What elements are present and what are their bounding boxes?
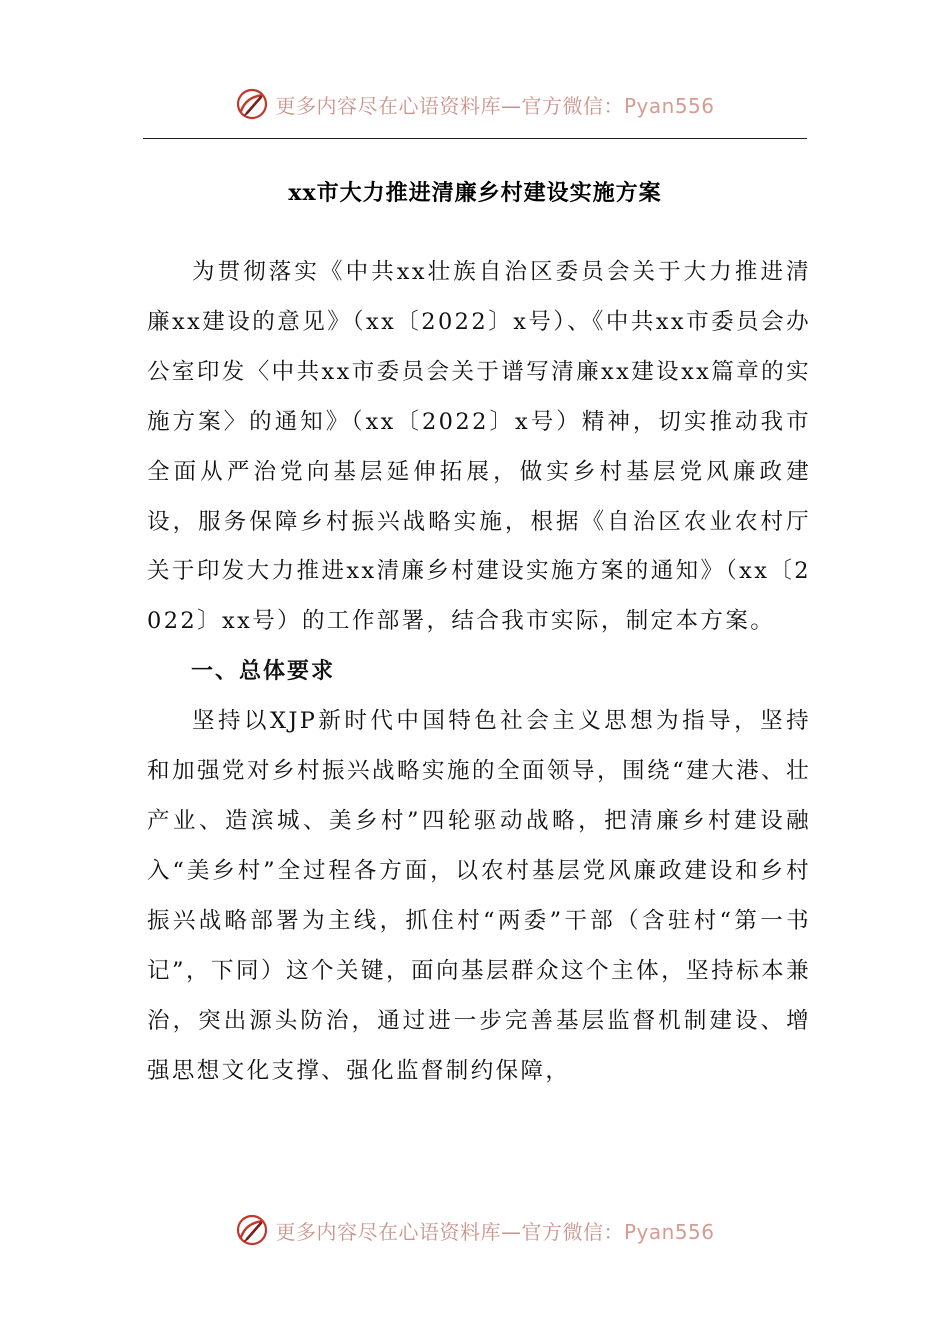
watermark-text: 更多内容尽在心语资料库—官方微信：Pyan556 — [275, 93, 715, 118]
header-divider — [143, 138, 807, 139]
paragraph-intro: 为贯彻落实《中共xx壮族自治区委员会关于大力推进清廉xx建设的意见》（xx〔2022〕x号）、《中共xx市委员会办公室印发〈中共xx市委员会关于谱写清廉xx建设xx篇章的实施方案〉的通知》（xx〔2022〕x号）精神，切实推动我市全面从严治党向基层延伸拓展，做实乡村基层党风廉政建设，服务保障乡村振兴战略实施，根据《自治区农业农村厅关于印发大力推进xx清廉乡村建设实施方案的通知》（xx〔2022〕xx号）的工作部署，结合我市实际，制定本方案。 — [147, 259, 811, 635]
header-watermark — [0, 84, 950, 124]
document-body — [147, 248, 811, 1096]
watermark-text: 更多内容尽在心语资料库—官方微信：Pyan556 — [275, 1219, 715, 1244]
paragraph-general-requirements: 坚持以XJP新时代中国特色社会主义思想为指导，坚持和加强党对乡村振兴战略实施的全面领导，围绕“建大港、壮产业、造滨城、美乡村”四轮驱动战略，把清廉乡村建设融入“美乡村”全过程各方面，以农村基层党风廉政建设和乡村振兴战略部署为主线，抓住村“两委”干部（含驻村“第一书记”，下同）这个关键，面向基层群众这个主体，坚持标本兼治，突出源头防治，通过进一步完善基层监督机制建设、增强思想文化支撑、强化监督制约保障， — [147, 708, 811, 1084]
section-heading-general-requirements: 一、总体要求 — [191, 659, 336, 685]
watermark-wechat-id: Pyan556 — [623, 1219, 715, 1244]
pen-logo-icon — [235, 1213, 269, 1247]
watermark-wechat-id: Pyan556 — [623, 93, 715, 118]
document-title: xx市大力推进清廉乡村建设实施方案 — [288, 180, 662, 206]
pen-logo-icon — [235, 87, 269, 121]
footer-watermark — [0, 1210, 950, 1250]
